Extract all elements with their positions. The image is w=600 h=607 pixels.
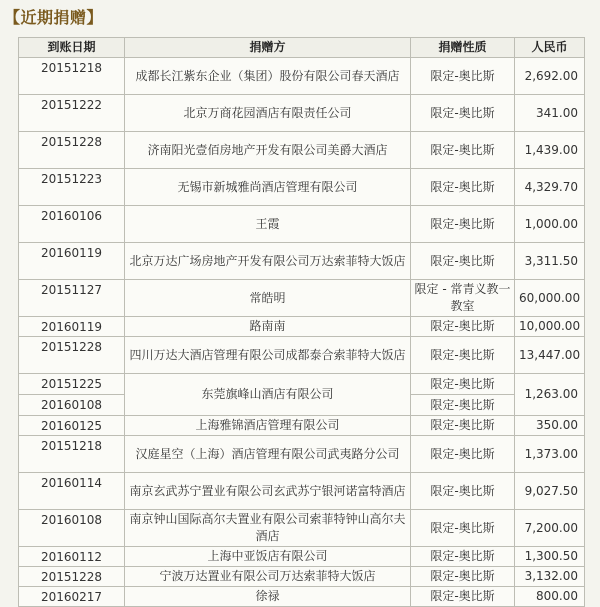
row-donor: 徐禄 bbox=[125, 587, 411, 607]
row-amount: 7,200.00 bbox=[515, 510, 585, 547]
row-nature: 限定-奥比斯 bbox=[411, 547, 515, 567]
row-date: 20160106 bbox=[19, 206, 125, 243]
row-nature: 限定-奥比斯 bbox=[411, 132, 515, 169]
row-date: 20151228 bbox=[19, 132, 125, 169]
table-row bbox=[19, 473, 585, 510]
table-row bbox=[19, 587, 585, 607]
row-nature: 限定-奥比斯 bbox=[411, 169, 515, 206]
table-row bbox=[19, 510, 585, 547]
table-row bbox=[19, 58, 585, 95]
row-amount: 1,300.50 bbox=[515, 547, 585, 567]
row-donor: 四川万达大酒店管理有限公司成都泰合索菲特大饭店 bbox=[125, 337, 411, 374]
donations-table-container bbox=[18, 37, 584, 607]
row-nature: 限定-奥比斯 bbox=[411, 374, 515, 395]
header-date: 到账日期 bbox=[19, 38, 125, 58]
row-date: 20160114 bbox=[19, 473, 125, 510]
table-row bbox=[19, 436, 585, 473]
row-donor: 成都长江紫东企业（集团）股份有限公司春天酒店 bbox=[125, 58, 411, 95]
row-amount: 1,373.00 bbox=[515, 436, 585, 473]
table-row bbox=[19, 132, 585, 169]
row-amount: 60,000.00 bbox=[515, 280, 585, 317]
row-date: 20151127 bbox=[19, 280, 125, 317]
table-row bbox=[19, 169, 585, 206]
donations-table bbox=[18, 37, 585, 607]
row-donor: 北京万商花园酒店有限责任公司 bbox=[125, 95, 411, 132]
row-date: 20151228 bbox=[19, 337, 125, 374]
row-donor: 路南南 bbox=[125, 317, 411, 337]
row-nature: 限定-奥比斯 bbox=[411, 567, 515, 587]
row-date: 20160119 bbox=[19, 243, 125, 280]
table-row bbox=[19, 567, 585, 587]
table-row bbox=[19, 337, 585, 374]
header-donor: 捐赠方 bbox=[125, 38, 411, 58]
row-amount: 4,329.70 bbox=[515, 169, 585, 206]
table-row bbox=[19, 95, 585, 132]
row-donor: 宁波万达置业有限公司万达索菲特大饭店 bbox=[125, 567, 411, 587]
header-nature: 捐赠性质 bbox=[411, 38, 515, 58]
row-nature: 限定-奥比斯 bbox=[411, 436, 515, 473]
row-date: 20160112 bbox=[19, 547, 125, 567]
table-row bbox=[19, 206, 585, 243]
table-row bbox=[19, 317, 585, 337]
table-row bbox=[19, 280, 585, 317]
row-donor: 上海雅锦酒店管理有限公司 bbox=[125, 416, 411, 436]
section-title: 【近期捐赠】 bbox=[4, 8, 104, 27]
row-donor: 北京万达广场房地产开发有限公司万达索菲特大饭店 bbox=[125, 243, 411, 280]
row-date: 20151225 bbox=[19, 374, 125, 395]
table-row bbox=[19, 243, 585, 280]
header-amount: 人民币 bbox=[515, 38, 585, 58]
row-donor: 汉庭星空（上海）酒店管理有限公司武夷路分公司 bbox=[125, 436, 411, 473]
row-amount: 2,692.00 bbox=[515, 58, 585, 95]
row-amount: 341.00 bbox=[515, 95, 585, 132]
row-amount: 1,439.00 bbox=[515, 132, 585, 169]
row-donor: 济南阳光壹佰房地产开发有限公司美爵大酒店 bbox=[125, 132, 411, 169]
row-date: 20151228 bbox=[19, 567, 125, 587]
row-nature: 限定-奥比斯 bbox=[411, 510, 515, 547]
row-nature: 限定-奥比斯 bbox=[411, 58, 515, 95]
row-amount: 13,447.00 bbox=[515, 337, 585, 374]
row-date: 20160125 bbox=[19, 416, 125, 436]
row-nature: 限定-奥比斯 bbox=[411, 317, 515, 337]
table-header-row bbox=[19, 38, 585, 58]
row-donor: 上海中亚饭店有限公司 bbox=[125, 547, 411, 567]
row-date: 20160108 bbox=[19, 510, 125, 547]
row-nature: 限定-奥比斯 bbox=[411, 416, 515, 436]
row-amount: 9,027.50 bbox=[515, 473, 585, 510]
row-nature: 限定-奥比斯 bbox=[411, 243, 515, 280]
row-date: 20151223 bbox=[19, 169, 125, 206]
row-amount: 3,311.50 bbox=[515, 243, 585, 280]
row-donor: 常皓明 bbox=[125, 280, 411, 317]
row-nature: 限定-奥比斯 bbox=[411, 587, 515, 607]
row-amount: 3,132.00 bbox=[515, 567, 585, 587]
row-date: 20160119 bbox=[19, 317, 125, 337]
row-date: 20151218 bbox=[19, 58, 125, 95]
row-amount: 350.00 bbox=[515, 416, 585, 436]
row-donor: 无锡市新城雅尚酒店管理有限公司 bbox=[125, 169, 411, 206]
row-donor: 南京钟山国际高尔夫置业有限公司索菲特钟山高尔夫酒店 bbox=[125, 510, 411, 547]
row-nature: 限定-奥比斯 bbox=[411, 95, 515, 132]
row-date: 20151218 bbox=[19, 436, 125, 473]
row-amount: 10,000.00 bbox=[515, 317, 585, 337]
row-nature: 限定 - 常青义教一教室 bbox=[411, 280, 515, 317]
row-nature: 限定-奥比斯 bbox=[411, 206, 515, 243]
row-amount: 1,000.00 bbox=[515, 206, 585, 243]
table-row bbox=[19, 547, 585, 567]
row-date: 20151222 bbox=[19, 95, 125, 132]
row-donor: 王霞 bbox=[125, 206, 411, 243]
table-row bbox=[19, 374, 585, 395]
table-row bbox=[19, 416, 585, 436]
row-amount: 1,263.00 bbox=[515, 374, 585, 416]
row-date: 20160108 bbox=[19, 395, 125, 416]
row-donor: 东莞旗峰山酒店有限公司 bbox=[125, 374, 411, 416]
row-nature: 限定-奥比斯 bbox=[411, 473, 515, 510]
row-nature: 限定-奥比斯 bbox=[411, 395, 515, 416]
row-amount: 800.00 bbox=[515, 587, 585, 607]
row-nature: 限定-奥比斯 bbox=[411, 337, 515, 374]
row-donor: 南京玄武苏宁置业有限公司玄武苏宁银河诺富特酒店 bbox=[125, 473, 411, 510]
row-date: 20160217 bbox=[19, 587, 125, 607]
